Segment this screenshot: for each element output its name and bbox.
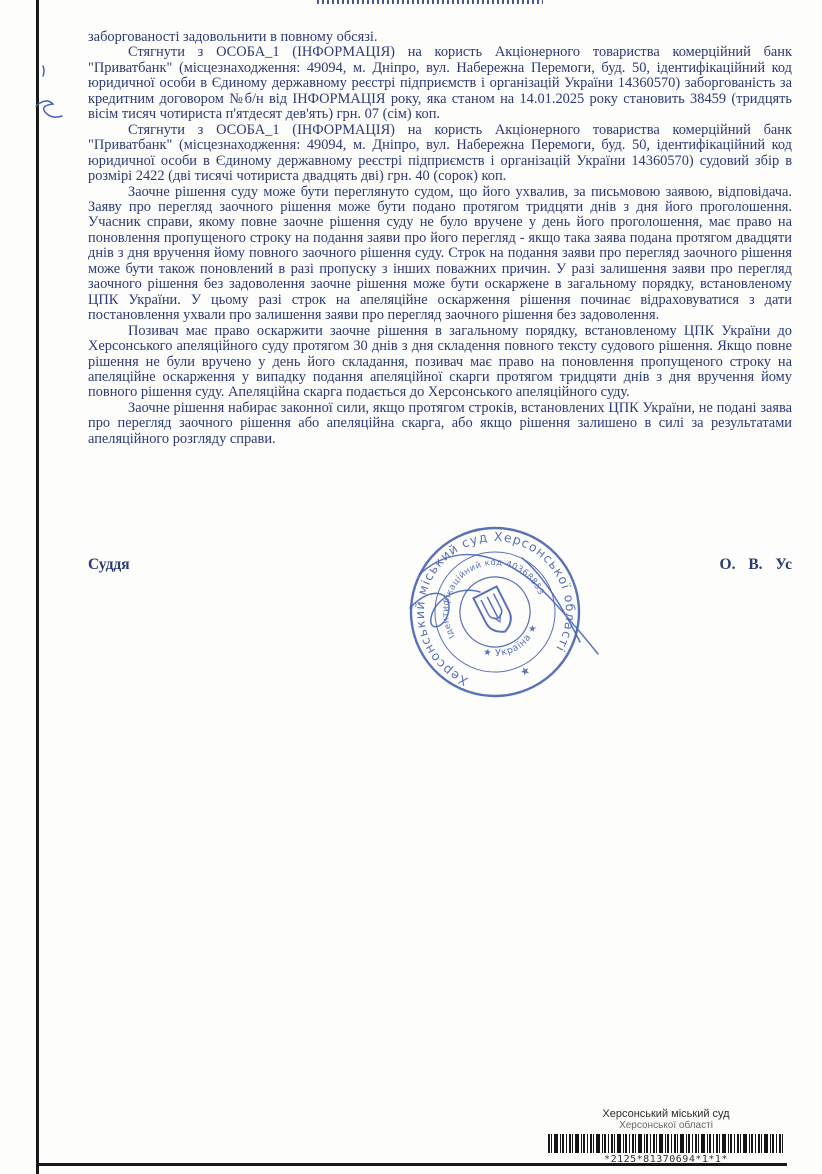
scan-edge-left — [36, 0, 39, 1174]
barcode-value: *2125*81370694*1*1* — [604, 1154, 728, 1165]
judge-signature — [402, 522, 612, 682]
paragraph-default-judgment-review: Заочне рішення суду може бути переглянуто судом, що його ухвалив, за письмовою заявою, відповідача. Заяву про перегляд заочного рішення може бути подано протягом тридцяти днів з дня його проголошення. Учасник справи, якому повне заочне рішення суду не було вручене у день його проголошення, має право на поновлення пропущеного строку на подання заяви про його перегляд - якщо така заява подана протягом двадцяти днів з дня вручення йому повного заочного рішення суду. Строк на подання заяви про перегляд заочного рішення може бути також поновлений в разі пропуску з інших поважних причин. У разі залишення заяви про перегляд заочного рішення без задоволення заочне рішення може бути оскаржене в загальному порядку, встановленому ЦПК України. У цьому разі строк на апеляційне оскарження рішення починає відраховуватися з дати постановлення ухвали про залишення заяви про перегляд заочного рішення без задоволення. — [88, 183, 792, 324]
paragraph-debt-recovery: Стягнути з ОСОБА_1 (ІНФОРМАЦІЯ) на користь Акціонерного товариства комерційний банк "Приватбанк" (місцезнаходження: 49094, м. Дніпро, вул. Набережна Перемоги, буд. 50, ідентифікаційний код юридичної особи в Єдиному державному реєстрі підприємств і організацій України 14360570) заборгованість за кредитним договором №б/н від ІНФОРМАЦІЯ року, яка станом на 14.01.2025 року становить 38459 (тридцять вісім тисяч чотириста п'ятдесят дев'ять) грн. 07 (сім) коп. — [88, 44, 792, 123]
footer-court-name: Херсонський міський суд — [602, 1108, 730, 1120]
decision-body — [88, 30, 792, 447]
registration-stamp — [540, 1108, 792, 1165]
barcode — [548, 1134, 784, 1153]
paragraph-legal-force: Заочне рішення набирає законної сили, якщо протягом строків, встановлених ЦПК України, не подані заява про перегляд заочного рішення або апеляційна скарга, або якщо рішення залишено в силі за результатами апеляційного розгляду справи. — [88, 399, 792, 447]
footer-court-region: Херсонської області — [619, 1120, 713, 1131]
seal-country-text: ★ Україна ★ — [482, 622, 540, 660]
seal-bottom-star: ★ — [517, 663, 533, 680]
paragraph-continuation: заборгованості задовольнити в повному обсязі. — [88, 29, 378, 45]
seal-id-code-text: Ідентифікаційний код 40368853 — [440, 557, 546, 641]
paragraph-plaintiff-appeal: Позивач має право оскаржити заочне рішення в загальному порядку, встановленому ЦПК України до Херсонського апеляційного суду протягом 30 днів з дня складення повного тексту судового рішення. Якщо повне рішення не були вручено у день його складання, позивач має право на поновлення пропущеного строку на апеляційне оскарження у випадку подання апеляційної скарги протягом тридцяти днів з дня вручення йому повного рішення суду. Апеляційна скарга подається до Херсонського апеляційного суду. — [88, 322, 792, 401]
pen-marks — [30, 58, 74, 142]
clipped-header-artifact — [317, 0, 543, 4]
judge-name: О. В. Ус — [719, 556, 792, 573]
seal-outer-text: Херсонський міський суд Херсонської області — [411, 528, 579, 690]
judge-label: Суддя — [88, 556, 130, 573]
paragraph-court-fee: Стягнути з ОСОБА_1 (ІНФОРМАЦІЯ) на користь Акціонерного товариства комерційний банк "Приватбанк" (місцезнаходження: 49094, м. Дніпро, вул. Набережна Перемоги, буд. 50, ідентифікаційний код юридичної особи в Єдиному державному реєстрі підприємств і організацій України 14360570) судовий збір в розмірі 2422 (дві тисячі чотириста двадцять дві) грн. 40 (сорок) коп. — [88, 121, 792, 185]
